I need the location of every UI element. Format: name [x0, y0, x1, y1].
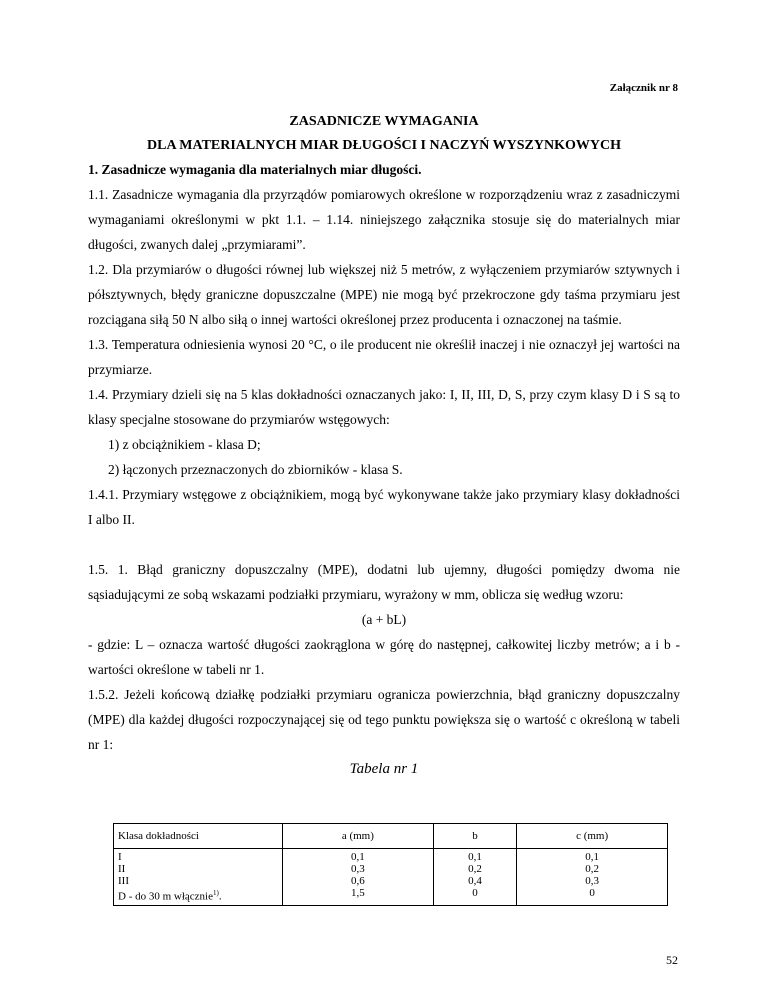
table-cell-a — [283, 849, 434, 906]
c-value: 0,2 — [585, 863, 599, 875]
accuracy-table — [113, 823, 668, 906]
paragraph-1-3: 1.3. Temperatura odniesienia wynosi 20 °C, o ile producent nie określił inaczej i nie oznaczył jej wartości na przymiarze. — [88, 337, 680, 377]
a-value: 0,6 — [351, 875, 365, 887]
list-item: 2) łączonych przeznaczonych do zbiorników - klasa S. — [108, 462, 403, 477]
page-number: 52 — [666, 953, 678, 967]
paragraph-1-4: 1.4. Przymiary dzieli się na 5 klas dokładności oznaczanych jako: I, II, III, D, S, przy czym klasy D i S są to klasy specjalne stosowane do przymiarów wstęgowych: — [88, 387, 680, 427]
paragraph-1-1: 1.1. Zasadnicze wymagania dla przyrządów pomiarowych określone w rozporządzeniu wraz z zasadniczymi wymaganiami określonymi w pkt 1.1. – 1.14. niniejszego załącznika stosuje się do materialnych miar długości, zwanych dalej „przymiarami”. — [88, 187, 680, 252]
paragraph-1-4-1: 1.4.1. Przymiary wstęgowe z obciążnikiem, mogą być wykonywane także jako przymiary klasy dokładności I albo II. — [88, 487, 680, 527]
table-caption: Tabela nr 1 — [349, 761, 419, 777]
class-value: II — [118, 863, 126, 875]
class-value: III — [118, 875, 129, 887]
table-header: b — [433, 824, 516, 849]
a-value: 0,3 — [351, 863, 365, 875]
b-value: 0,4 — [468, 875, 482, 887]
table-header: c (mm) — [517, 824, 668, 849]
table-cell-c — [517, 849, 668, 906]
table-cell-class — [114, 849, 283, 906]
c-value: 0 — [589, 887, 595, 899]
annex-label: Załącznik nr 8 — [609, 82, 678, 94]
table-row — [114, 849, 668, 906]
title-line-1: ZASADNICZE WYMAGANIA — [289, 114, 479, 129]
table-header: Klasa dokładności — [114, 824, 283, 849]
paragraph-1-2: 1.2. Dla przymiarów o długości równej lub większej niż 5 metrów, z wyłączeniem przymiarów sztywnych i półsztywnych, błędy graniczne dopuszczalne (MPE) nie mogą być przekroczone gdy taśma przymiaru jest rozciągana siłą 50 N albo siłą o innej wartości określonej przez producenta i oznaczonej na taśmie. — [88, 262, 680, 327]
paragraph-1-5-2: 1.5.2. Jeżeli końcową działkę podziałki przymiaru ogranicza powierzchnia, błąd graniczny dopuszczalny (MPE) dla każdej długości rozpoczynającej się od tego punktu powiększa się o wartość c określoną w tabeli nr 1: — [88, 687, 680, 752]
table-header: a (mm) — [283, 824, 434, 849]
formula: (a + bL) — [361, 612, 407, 627]
b-value: 0,2 — [468, 863, 482, 875]
b-value: 0 — [472, 887, 478, 899]
class-value: D - do 30 m włącznie$^{1)}$. — [118, 889, 222, 903]
c-value: 0,3 — [585, 875, 599, 887]
a-value: 1,5 — [351, 887, 365, 899]
section-heading: 1. Zasadnicze wymagania dla materialnych miar długości. — [88, 162, 422, 177]
table-cell-b — [433, 849, 516, 906]
footnote-mark: 1) — [213, 889, 219, 897]
table-header-row — [114, 824, 668, 849]
document-body — [88, 157, 680, 782]
class-value: I — [118, 851, 122, 863]
paragraph-where: - gdzie: L – oznacza wartość długości zaokrąglona w górę do następnej, całkowitej liczby metrów; a i b - wartości określone w tabeli nr 1. — [88, 637, 680, 677]
list-item: 1) z obciążnikiem - klasa D; — [108, 437, 261, 452]
a-value: 0,1 — [351, 851, 365, 863]
c-value: 0,1 — [585, 851, 599, 863]
paragraph-1-5-1: 1.5. 1. Błąd graniczny dopuszczalny (MPE), dodatni lub ujemny, długości pomiędzy dwoma nie sąsiadującymi ze sobą wskazami podziałki przymiaru, wyrażony w mm, oblicza się według wzoru: — [88, 562, 680, 602]
b-value: 0,1 — [468, 851, 482, 863]
title-line-2: DLA MATERIALNYCH MIAR DŁUGOŚCI I NACZYŃ WYSZYNKOWYCH — [147, 138, 621, 153]
